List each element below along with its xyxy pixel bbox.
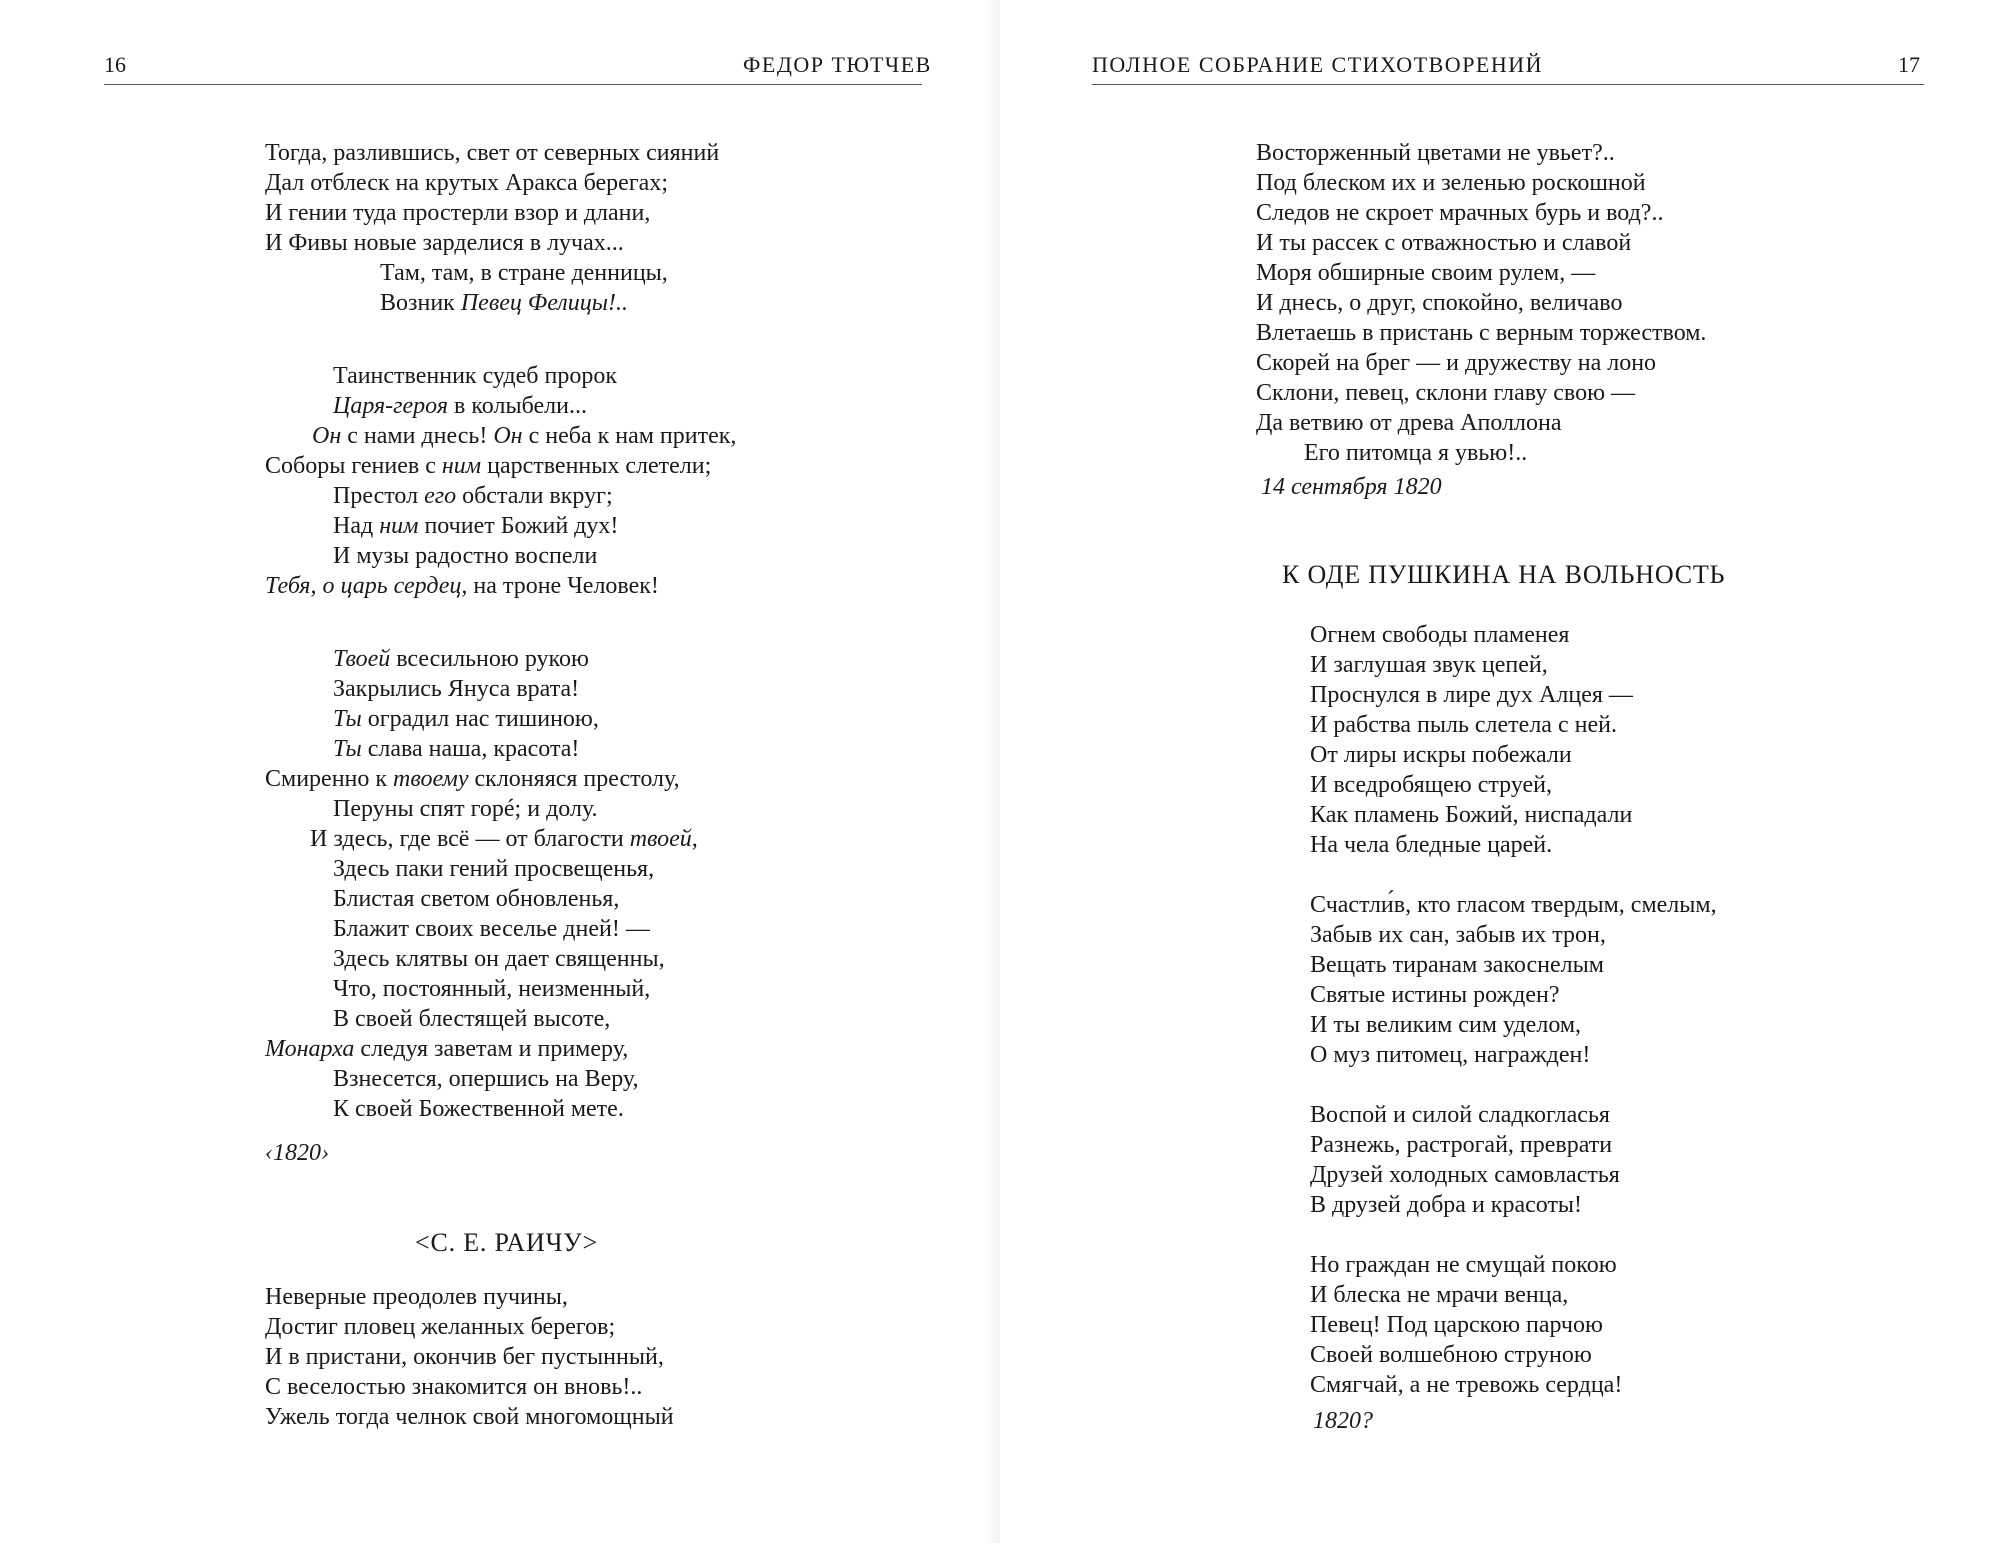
verse-line: Закрылись Януса врата! xyxy=(333,676,580,702)
verse-line: Влетаешь в пристань с верным торжеством. xyxy=(1256,320,1707,346)
verse-line: Разнежь, растрогай, преврати xyxy=(1310,1132,1613,1158)
page-number: 17 xyxy=(1898,52,1920,77)
verse-line: Воспой и силой сладкогласья xyxy=(1310,1102,1610,1128)
verse-line: И ты великим сим уделом, xyxy=(1310,1012,1582,1038)
verse-line: В друзей добра и красоты! xyxy=(1310,1192,1583,1218)
verse-line: Вещать тиранам закоснелым xyxy=(1310,952,1604,978)
verse-line: Возник Певец Фелицы!.. xyxy=(380,290,628,316)
poem-title: К ОДЕ ПУШКИНА НА ВОЛЬНОСТЬ xyxy=(1282,560,1726,589)
header-rule xyxy=(104,84,922,85)
verse-line: Царя-героя в колыбели... xyxy=(333,393,587,419)
verse-line: Твоей всесильною рукою xyxy=(333,646,589,672)
verse-line: Но граждан не смущай покою xyxy=(1310,1252,1617,1278)
verse-line: Под блеском их и зеленью роскошной xyxy=(1256,170,1646,196)
verse-line: Что, постоянный, неизменный, xyxy=(333,976,651,1002)
verse-line: Ужель тогда челнок свой многомощный xyxy=(265,1404,674,1430)
verse-line: Соборы гениев с ним царственных слетели; xyxy=(265,453,712,479)
verse-line: Склони, певец, склони главу свою — xyxy=(1256,380,1636,406)
verse-line: И Фивы новые зарделися в лучах... xyxy=(265,230,624,256)
page-number: 16 xyxy=(104,52,126,77)
verse-line: Счастли́в, кто гласом твердым, смелым, xyxy=(1310,892,1717,918)
verse-line: Да ветвию от древа Аполлона xyxy=(1256,410,1562,436)
right-page xyxy=(1000,0,2000,1543)
verse-line: И рабства пыль слетела с ней. xyxy=(1310,712,1617,738)
verse-line: Тогда, разлившись, свет от северных сияний xyxy=(265,140,720,166)
verse-line: И заглушая звук цепей, xyxy=(1310,652,1548,678)
header-rule xyxy=(1092,84,1924,85)
verse-line: Взнесется, опершись на Веру, xyxy=(333,1066,639,1092)
verse-line: Моря обширные своим рулем, — xyxy=(1256,260,1596,286)
verse-line: Здесь клятвы он дает священны, xyxy=(333,946,665,972)
verse-line: И вседробящею струей, xyxy=(1310,772,1553,798)
verse-line: Проснулся в лире дух Алцея — xyxy=(1310,682,1633,708)
verse-line: Скорей на брег — и дружеству на лоно xyxy=(1256,350,1657,376)
verse-line: Смиренно к твоему склоняяся престолу, xyxy=(265,766,680,792)
verse-line: Дал отблеск на крутых Аракса берегах; xyxy=(265,170,668,196)
verse-line: Своей волшебною струною xyxy=(1310,1342,1592,1368)
verse-line: Над ним почиет Божий дух! xyxy=(333,513,619,539)
verse-line: И музы радостно воспели xyxy=(333,543,598,569)
poem-date: 1820? xyxy=(1313,1408,1373,1434)
verse-line: И гении туда простерли взор и длани, xyxy=(265,200,651,226)
verse-line: К своей Божественной мете. xyxy=(333,1096,624,1122)
verse-line: Престол его обстали вкруг; xyxy=(333,483,613,509)
verse-line: Восторженный цветами не увьет?.. xyxy=(1256,140,1615,166)
verse-line: И здесь, где всё — от благости твоей, xyxy=(310,826,698,852)
verse-line: И ты рассек с отважностью и славой xyxy=(1256,230,1632,256)
verse-line: Таинственник судеб пророк xyxy=(333,363,617,389)
verse-line: Смягчай, а не тревожь сердца! xyxy=(1310,1372,1623,1398)
verse-line: Блажит своих веселье дней! — xyxy=(333,916,650,942)
verse-line: Он с нами днесь! Он с неба к нам притек, xyxy=(312,423,737,449)
verse-line: О муз питомец, награжден! xyxy=(1310,1042,1591,1068)
verse-line: Его питомца я увью!.. xyxy=(1304,440,1528,466)
verse-line: Огнем свободы пламенея xyxy=(1310,622,1570,648)
verse-line: В своей блестящей высоте, xyxy=(333,1006,611,1032)
verse-line: С веселостью знакомится он вновь!.. xyxy=(265,1374,643,1400)
poem-title: <С. Е. РАИЧУ> xyxy=(415,1228,598,1257)
verse-line: Неверные преодолев пучины, xyxy=(265,1284,568,1310)
verse-line: Ты слава наша, красота! xyxy=(333,736,580,762)
verse-line: Ты оградил нас тишиною, xyxy=(333,706,599,732)
verse-line: От лиры искры побежали xyxy=(1310,742,1572,768)
verse-line: Тебя, о царь сердец, на троне Человек! xyxy=(265,573,659,599)
verse-line: Забыв их сан, забыв их трон, xyxy=(1310,922,1606,948)
verse-line: Там, там, в стране денницы, xyxy=(380,260,668,286)
verse-line: Друзей холодных самовластья xyxy=(1310,1162,1620,1188)
verse-line: И в пристани, окончив бег пустынный, xyxy=(265,1344,664,1370)
verse-line: Певец! Под царскою парчою xyxy=(1310,1312,1603,1338)
verse-line: Достиг пловец желанных берегов; xyxy=(265,1314,616,1340)
poem-date: ‹1820› xyxy=(265,1140,329,1166)
verse-line: Блистая светом обновленья, xyxy=(333,886,620,912)
verse-line: И блеска не мрачи венца, xyxy=(1310,1282,1569,1308)
verse-line: Монарха следуя заветам и примеру, xyxy=(265,1036,629,1062)
running-head: ФЕДОР ТЮТЧЕВ xyxy=(743,52,932,77)
verse-line: Перуны спят горé; и долу. xyxy=(333,796,598,822)
verse-line: И днесь, о друг, спокойно, величаво xyxy=(1256,290,1623,316)
running-head: ПОЛНОЕ СОБРАНИЕ СТИХОТВОРЕНИЙ xyxy=(1092,52,1544,77)
poem-date: 14 сентября 1820 xyxy=(1261,474,1442,500)
verse-line: Как пламень Божий, ниспадали xyxy=(1310,802,1633,828)
verse-line: Здесь паки гений просвещенья, xyxy=(333,856,655,882)
verse-line: На чела бледные царей. xyxy=(1310,832,1553,858)
verse-line: Святые истины рожден? xyxy=(1310,982,1560,1008)
verse-line: Следов не скроет мрачных бурь и вод?.. xyxy=(1256,200,1664,226)
